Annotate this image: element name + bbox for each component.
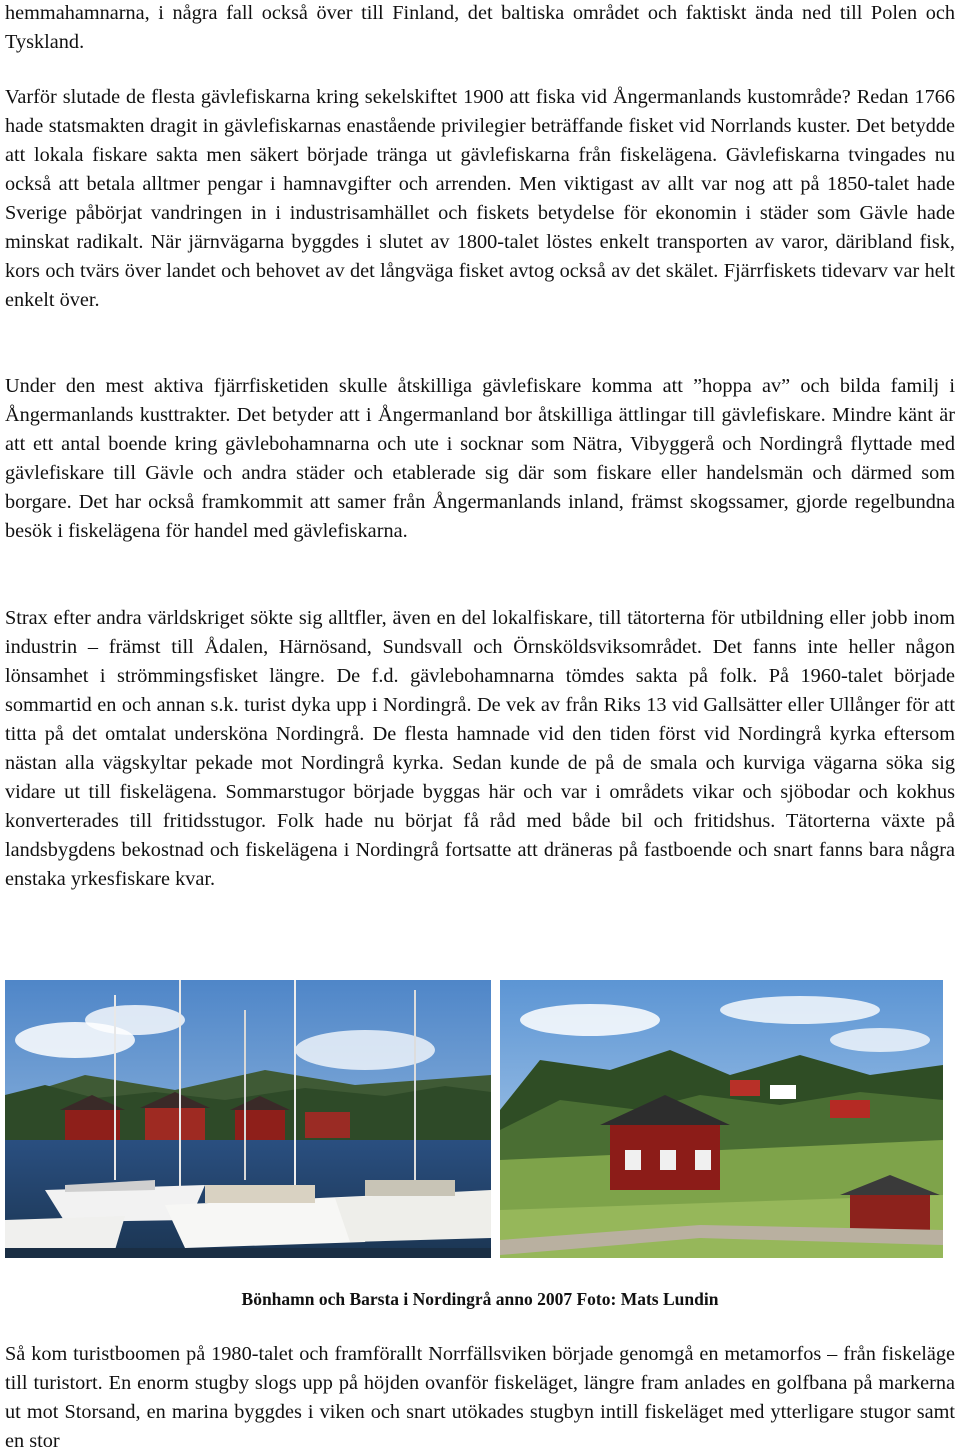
paragraph: Varför slutade de flesta gävlefiskarna kring sekelskiftet 1900 att fiska vid Ångermanlands kustområde? Redan 1766 hade statsmakten dragit in gävlefiskarnas enastående privilegier beträffande fisket vid Norrlands kuster. Det betydde att lokala fiskare sakta men säkert började tränga ut gävlefiskarna från fiskelägena. Gävlefiskarna tvingades nu också att betala alltmer pengar i hamnavgifter och arrenden. Men viktigast av allt var nog att på 1850-talet hade Sverige påbörjat vandringen in i industrisamhället och fiskets betydelse för ekonomin i städer som Gävle hade minskat radikalt. När järnvägarna byggdes i slutet av 1800-talet löstes enkelt transporten av varor, däribland fisk, kors och tvärs över landet och behovet av det långväga fisket avtog också av det skälet. Fjärrfiskets tidevarv var helt enkelt över. bbox=[5, 86, 955, 311]
paragraph: hemmahamnarna, i några fall också över till Finland, det baltiska området och faktiskt ända ned till Polen och Tyskland. bbox=[5, 2, 955, 53]
paragraph: Så kom turistboomen på 1980-talet och framförallt Norrfällsviken började genomgå en metamorfos – från fiskeläge till turistort. En enorm stugby slogs upp på höjden ovanför fiskeläget, längre fram anlades en golfbana på markerna ut mot Storsand, en marina byggdes i viken och snart utökades stugbyn intill fiskeläget med ytterligare stugor samt en stor bbox=[5, 1343, 955, 1452]
harbour-photo-image bbox=[5, 980, 491, 1258]
paragraph: Strax efter andra världskriget sökte sig alltfler, även en del lokalfiskare, till tätorterna för utbildning eller jobb inom industrin – främst till Ådalen, Härnösand, Sundsvall och Örnsköldsviksområdet. Det fanns inte heller någon lönsamhet i strömmingsfisket längre. De f.d. gävlebohamnarna tömdes sakta på folk. På 1960-talet började sommartid en och annan s.k. turist dyka upp i Nordingrå. De vek av från Riks 13 vid Gallsätter eller Ullånger för att titta på det omtalat undersköna Nordingrå. De flesta hamnade vid den tiden först vid Nordingrå kyrka eftersom nästan alla vägskyltar pekade mot Nordingrå kyrka. Sedan kunde de på de smala och kurviga vägarna söka sig vidare ut till fiskelägena. Sommarstugor började byggas här och var i områdets vikar och sjöbodar och kokhus konverterades till fritidsstugor. Folk hade nu börjat få råd med både bil och fritidshus. Tätorterna växte på landsbygdens bekostnad och fiskelägena i Nordingrå fortsatte att dräneras på fastboende och snart fanns bara några enstaka yrkesfiskare kvar. bbox=[5, 607, 955, 890]
figure-caption: Bönhamn och Barsta i Nordingrå anno 2007 Foto: Mats Lundin bbox=[241, 1289, 719, 1309]
harbour-photo bbox=[5, 980, 491, 1258]
paragraph: Under den mest aktiva fjärrfisketiden skulle åtskilliga gävlefiskare komma att ”hoppa av” och bilda familj i Ångermanlands kusttrakter. Det betyder att i Ångermanland bor åtskilliga ättlingar till gävlefiskare. Mindre känt är att ett antal boende kring gävlebohamnarna och ute i socknar som Nätra, Vibyggerå och Nordingrå flyttade med gävlefiskare till Gävle och andra städer och etablerade sig där som fiskare eller handelsmän och därmed som borgare. Det har också framkommit att samer från Ångermanlands inland, främst skogssamer, gjorde regelbundna besök i fiskelägena för handel med gävlefiskarna. bbox=[5, 375, 955, 542]
landscape-photo-image bbox=[500, 980, 943, 1258]
landscape-photo bbox=[500, 980, 943, 1258]
